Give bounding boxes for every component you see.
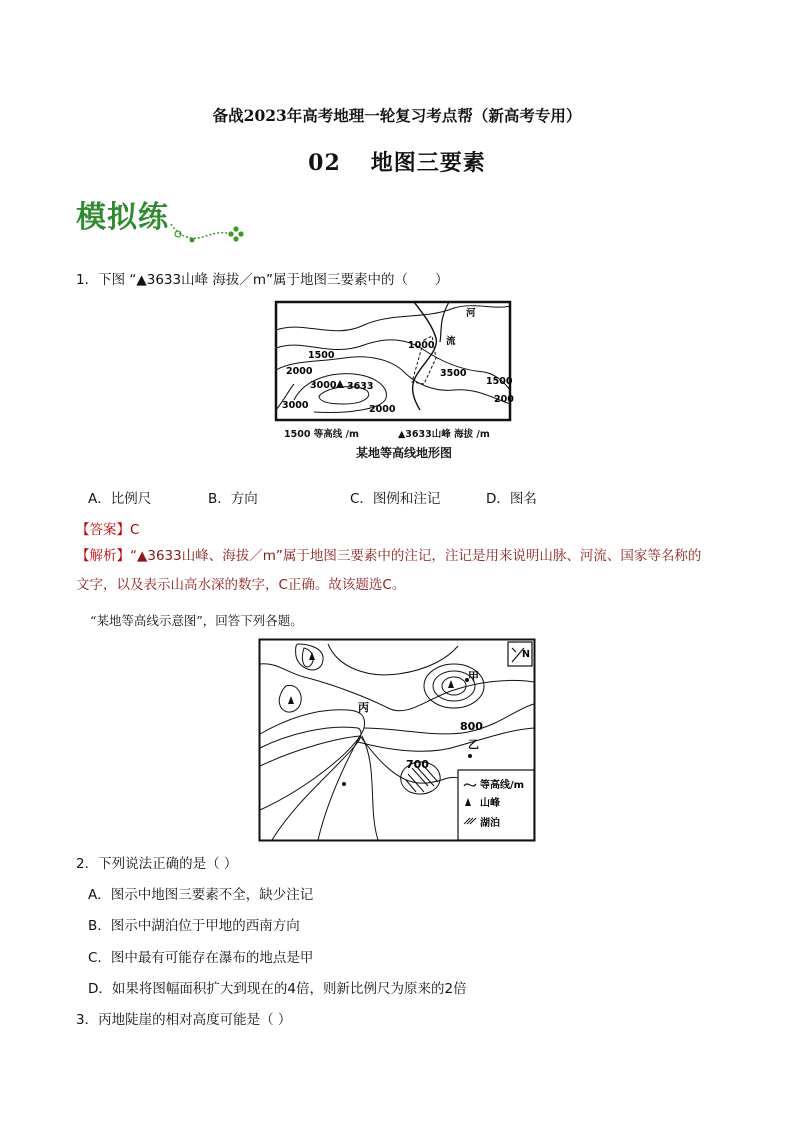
chapter-name: 地图三要素 xyxy=(370,150,486,176)
q1-option-d: D．图名 xyxy=(486,491,537,507)
q2-option-b: B．图示中湖泊位于甲地的西南方向 xyxy=(88,918,300,934)
map2-contour-700: 700 xyxy=(406,758,429,771)
series-title: 备战2023年高考地理一轮复习考点帮（新高考专用） xyxy=(212,106,582,125)
banner-text: 模拟练 xyxy=(76,200,169,235)
section-banner xyxy=(76,192,246,246)
q2-option-a: A．图示中地图三要素不全，缺少注记 xyxy=(88,887,314,903)
map1-caption: 某地等高线地形图 xyxy=(356,446,453,460)
q1-answer xyxy=(76,518,139,538)
map2-legend-peak: 山峰 xyxy=(480,798,500,809)
map1-legend-peak: ▲3633山峰 海拔 /m xyxy=(398,429,490,440)
map1-contour-2000-bottom: 2000 xyxy=(369,404,396,415)
analysis-line2: 文字，以及表示山高水深的数字，C正确。故该题选C。 xyxy=(76,577,406,593)
answer-value: C xyxy=(130,522,140,538)
map2-north-label: N xyxy=(522,649,530,660)
analysis-label: 【解析】 xyxy=(76,548,130,564)
q1-option-b: B．方向 xyxy=(208,491,258,507)
map2-place-jia: 甲 xyxy=(468,670,479,683)
map1-contour-1500: 1500 xyxy=(308,350,335,361)
map1-contour-1000: 1000 xyxy=(408,340,435,351)
map2-legend-contour: 等高线/m xyxy=(480,780,525,791)
chapter-title xyxy=(0,146,794,177)
analysis-line1: “▲3633山峰、海拔／m”属于地图三要素中的注记，注记是用来说明山脉、河流、国家等名称的 xyxy=(130,548,702,564)
q2-option-c: C．图中最有可能存在瀑布的地点是甲 xyxy=(88,950,314,966)
q2-option-d: D．如果将图幅面积扩大到现在的4倍，则新比例尺为原来的2倍 xyxy=(88,981,467,997)
map1-contour-3000: 3000 xyxy=(310,380,337,391)
map1-river-label: 河 xyxy=(466,308,476,319)
intro-text: “某地等高线示意图”，回答下列各题。 xyxy=(90,613,303,628)
map1-contour-1500-right: 1500 xyxy=(486,376,513,387)
q1-option-a: A．比例尺 xyxy=(88,491,152,507)
banner-vine-icon xyxy=(166,210,246,246)
chapter-number: 02 xyxy=(308,150,341,176)
q1-stem: 1．下图 “▲3633山峰 海拔／m”属于地图三要素中的（ ） xyxy=(76,272,449,288)
q1-option-c: C．图例和注记 xyxy=(350,491,441,507)
q1-contour-map xyxy=(274,300,514,426)
map1-contour-2000-left: 2000 xyxy=(286,366,313,377)
map1-river-label2: 流 xyxy=(446,336,456,347)
q2-stem: 2．下列说法正确的是（ ） xyxy=(76,856,238,872)
answer-label: 【答案】 xyxy=(76,522,130,538)
map1-legend-contour: 1500 等高线 /m xyxy=(284,429,359,440)
map1-contour-3500: 3500 xyxy=(440,368,467,379)
map2-contour-800: 800 xyxy=(460,720,483,733)
q2-contour-map xyxy=(258,638,536,842)
map1-peak-value: 3633 xyxy=(347,381,374,392)
q3-stem: 3．丙地陡崖的相对高度可能是（ ） xyxy=(76,1012,292,1028)
map2-legend-lake: 湖泊 xyxy=(480,818,500,829)
map1-contour-3000-left: 3000 xyxy=(282,400,309,411)
map2-place-yi: 乙 xyxy=(468,738,479,751)
map1-contour-200-right: 200 xyxy=(494,394,514,405)
map2-place-bing: 丙 xyxy=(358,701,369,714)
q1-analysis xyxy=(76,542,726,600)
